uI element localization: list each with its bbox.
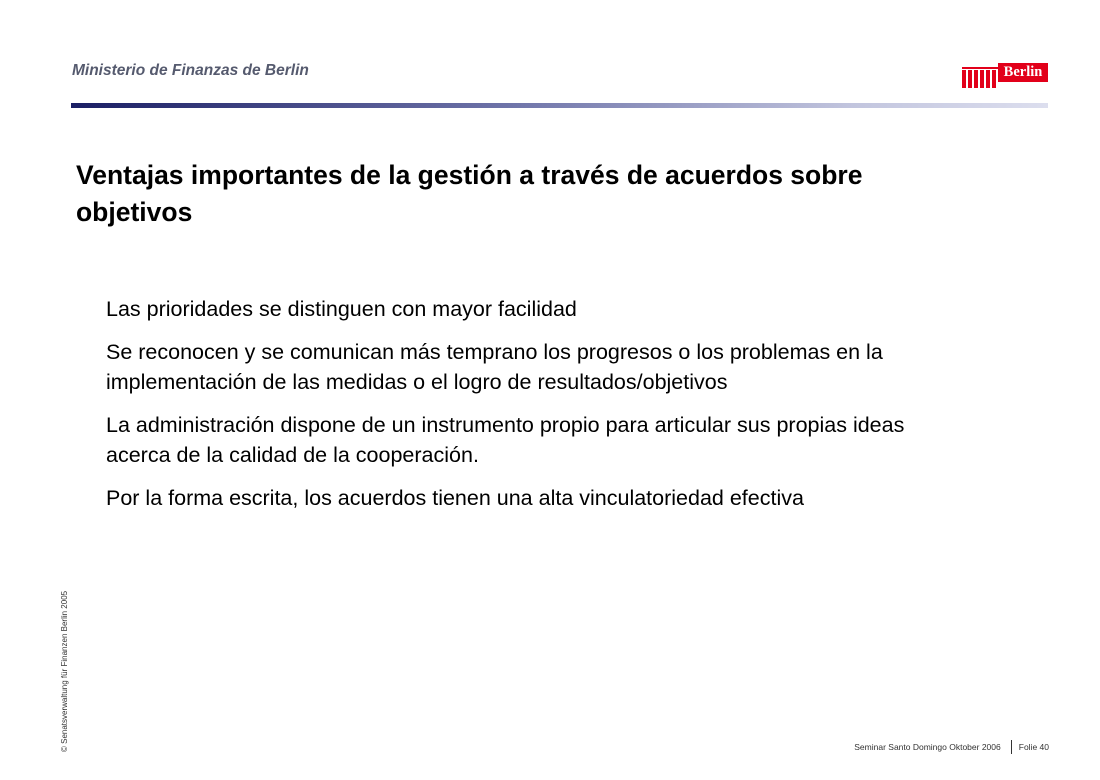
berlin-logo-wordmark: Berlin <box>1003 64 1043 80</box>
slide-footer <box>854 740 1049 754</box>
bullet-item: Las prioridades se distinguen con mayor facilidad <box>106 297 577 321</box>
header-divider <box>71 103 1048 108</box>
seminar-label: Seminar Santo Domingo Oktober 2006 <box>854 742 1001 752</box>
footer-divider <box>1011 740 1012 754</box>
bullet-item: La administración dispone de un instrumento propio para articular sus propias ideas acerca de la calidad de la cooperación. <box>106 413 905 467</box>
slide-title: Ventajas importantes de la gestión a través de acuerdos sobre objetivos <box>76 160 863 227</box>
bullet-item: Se reconocen y se comunican más temprano los progresos o los problemas en la implementación de las medidas o el logro de resultados/objetivos <box>106 340 883 394</box>
bullet-list <box>106 294 956 526</box>
slide-number: Folie 40 <box>1018 742 1049 752</box>
copyright-notice: © Senatsverwaltung für Finanzen Berlin 2005 <box>60 590 69 752</box>
bullet-item: Por la forma escrita, los acuerdos tienen una alta vinculatoriedad efectiva <box>106 486 804 510</box>
berlin-logo <box>962 59 1048 90</box>
ministry-header-title: Ministerio de Finanzas de Berlin <box>72 62 309 79</box>
